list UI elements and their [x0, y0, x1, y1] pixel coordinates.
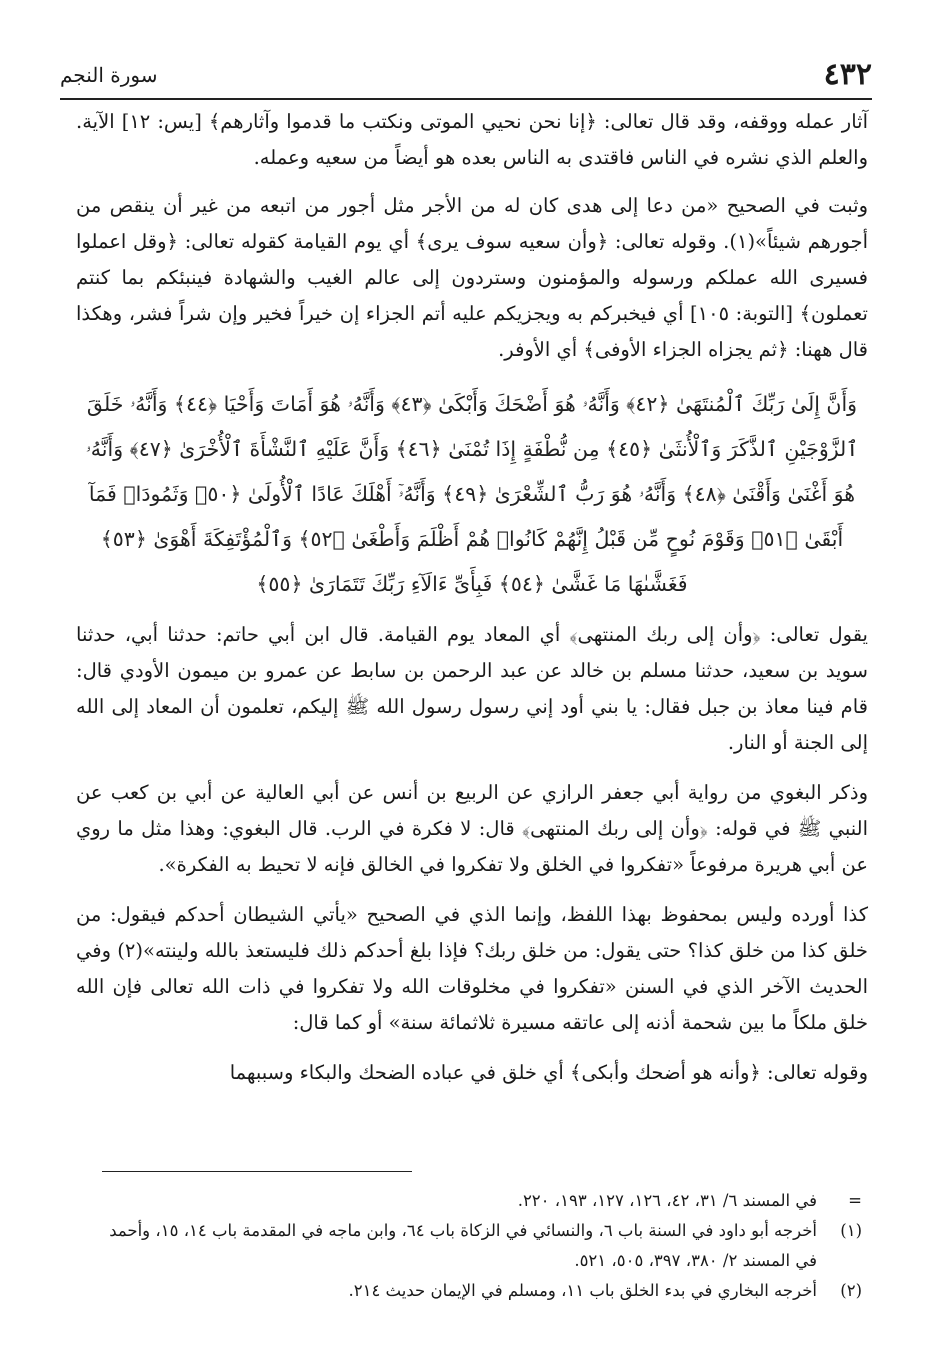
footnote-2 [90, 1276, 862, 1306]
footnote-1-number: (١) [840, 1221, 862, 1240]
paragraph-1: آثار عمله ووقفه، وقد قال تعالى: ﴿إنا نحن نحيي الموتى ونكتب ما قدموا وآثارهم﴾ [يس: ١٢] الآية. والعلم الذي نشره في الناس فاقتدى به الناس بعده هو أيضاً من سعيه وعمله. [76, 110, 868, 169]
footnote-1-text: أخرجه أبو داود في السنة باب ٦، والنسائي في الزكاة باب ٦٤، وابن ماجه في المقدمة باب ١٤، ١٥، وأحمد في المسند ٢/ ٣٨٠، ٣٩٧، ٥٠٥، ٥٢١. [109, 1221, 817, 1270]
paragraph-4: وذكر البغوي من رواية أبي جعفر الرازي عن الربيع بن أنس عن أبي العالية عن أبي بن كعب عن النبي ﷺ في قوله: ﴿وأن إلى ربك المنتهى﴾ قال: لا فكرة في الرب. قال البغوي: وهذا مثل ما روي عن أبي هريرة مرفوعاً «تفكروا في الخلق ولا تفكروا في الخالق فإنه لا تحيط به الفكرة». [76, 781, 868, 876]
footnote-2-text: أخرجه البخاري في بدء الخلق باب ١١، ومسلم في الإيمان حديث ٢١٤. [348, 1281, 817, 1300]
footnote-continuation [90, 1186, 862, 1216]
paragraph-2: وثبت في الصحيح «من دعا إلى هدى كان له من الأجر مثل أجور من اتبعه من غير أن ينقص من أجورهم شيئاً»(١). وقوله تعالى: ﴿وأن سعيه سوف يرى﴾ أي يوم القيامة كقوله تعالى: ﴿وقل اعملوا فسيرى الله عملكم ورسوله والمؤمنون وستردون إلى عالم الغيب والشهادة فينبئكم بما كنتم تعملون﴾ [التوبة: ١٠٥] أي فيخبركم به ويجزيكم عليه أتم الجزاء إن خيراً فخير وإن شراً فشر، وهكذا قال ههنا: ﴿ثم يجزاه الجزاء الأوفى﴾ أي الأوفر. [76, 194, 868, 361]
header-divider [60, 98, 872, 100]
page-number: ٤٣٢ [823, 57, 872, 92]
paragraph-6: وقوله تعالى: ﴿وأنه هو أضحك وأبكى﴾ أي خلق في عباده الضحك والبكاء وسببهما [229, 1061, 868, 1084]
page-header [60, 55, 872, 95]
footnote-divider [102, 1171, 412, 1172]
footnote-continuation-marker: = [848, 1191, 862, 1210]
footnote-continuation-text: في المسند ٦/ ٣١، ٤٢، ١٢٦، ١٢٧، ١٩٣، ٢٢٠. [517, 1191, 817, 1210]
surah-title: سورة النجم [60, 63, 158, 87]
footnote-1 [90, 1216, 862, 1276]
footnotes [90, 1186, 862, 1306]
paragraph-5: كذا أورده وليس بمحفوظ بهذا اللفظ، وإنما الذي في الصحيح «يأتي الشيطان أحدكم فيقول: من خلق كذا من خلق كذا؟ حتى يقول: من خلق ربك؟ فإذا بلغ أحدكم ذلك فليستعذ بالله ولينته»(٢) وفي الحديث الآخر الذي في السنن «تفكروا في مخلوقات الله ولا تفكروا في ذات الله تعالى فإن الله خلق ملكاً ما بين شحمة أذنه إلى عاتقه مسيرة ثلاثمائة سنة» أو كما قال: [76, 903, 868, 1034]
page-body [76, 104, 868, 1105]
footnote-2-number: (٢) [840, 1281, 862, 1300]
quran-verses-block: وَأَنَّ إِلَىٰ رَبِّكَ ٱلْمُنتَهَىٰ ﴿٤٢﴾ وَأَنَّهُۥ هُوَ أَضْحَكَ وَأَبْكَىٰ ﴿٤٣﴾ وَأَنَّهُۥ هُوَ أَمَاتَ وَأَحْيَا ﴿٤٤﴾ وَأَنَّهُۥ خَلَقَ ٱلزَّوْجَيْنِ ٱلذَّكَرَ وَٱلْأُنثَىٰ ﴿٤٥﴾ مِن نُّطْفَةٍ إِذَا تُمْنَىٰ ﴿٤٦﴾ وَأَنَّ عَلَيْهِ ٱلنَّشْأَةَ ٱلْأُخْرَىٰ ﴿٤٧﴾ وَأَنَّهُۥ هُوَ أَغْنَىٰ وَأَقْنَىٰ ﴿٤٨﴾ وَأَنَّهُۥ هُوَ رَبُّ ٱلشِّعْرَىٰ ﴿٤٩﴾ وَأَنَّهُۥٓ أَهْلَكَ عَادًا ٱلْأُولَىٰ ﴿٥٠﴾ وَثَمُودَا۟ فَمَآ أَبْقَىٰ ﴿٥١﴾ وَقَوْمَ نُوحٍ مِّن قَبْلُ إِنَّهُمْ كَانُوا۟ هُمْ أَظْلَمَ وَأَطْغَىٰ ﴿٥٢﴾ وَٱلْمُؤْتَفِكَةَ أَهْوَىٰ ﴿٥٣﴾ فَغَشَّىٰهَا مَا غَشَّىٰ ﴿٥٤﴾ فَبِأَىِّ ءَالَآءِ رَبِّكَ تَتَمَارَىٰ ﴿٥٥﴾ [85, 392, 859, 596]
paragraph-3: يقول تعالى: ﴿وأن إلى ربك المنتهى﴾ أي المعاد يوم القيامة. قال ابن أبي حاتم: حدثنا أبي، حدثنا سويد بن سعيد، حدثنا مسلم بن خالد عن عبد الرحمن بن سابط عن عمرو بن ميمون الأودي قال: قام فينا معاذ بن جبل فقال: يا بني أود إني رسول رسول الله ﷺ إليكم، تعلمون أن المعاد إلى الله إلى الجنة أو النار. [76, 623, 868, 754]
